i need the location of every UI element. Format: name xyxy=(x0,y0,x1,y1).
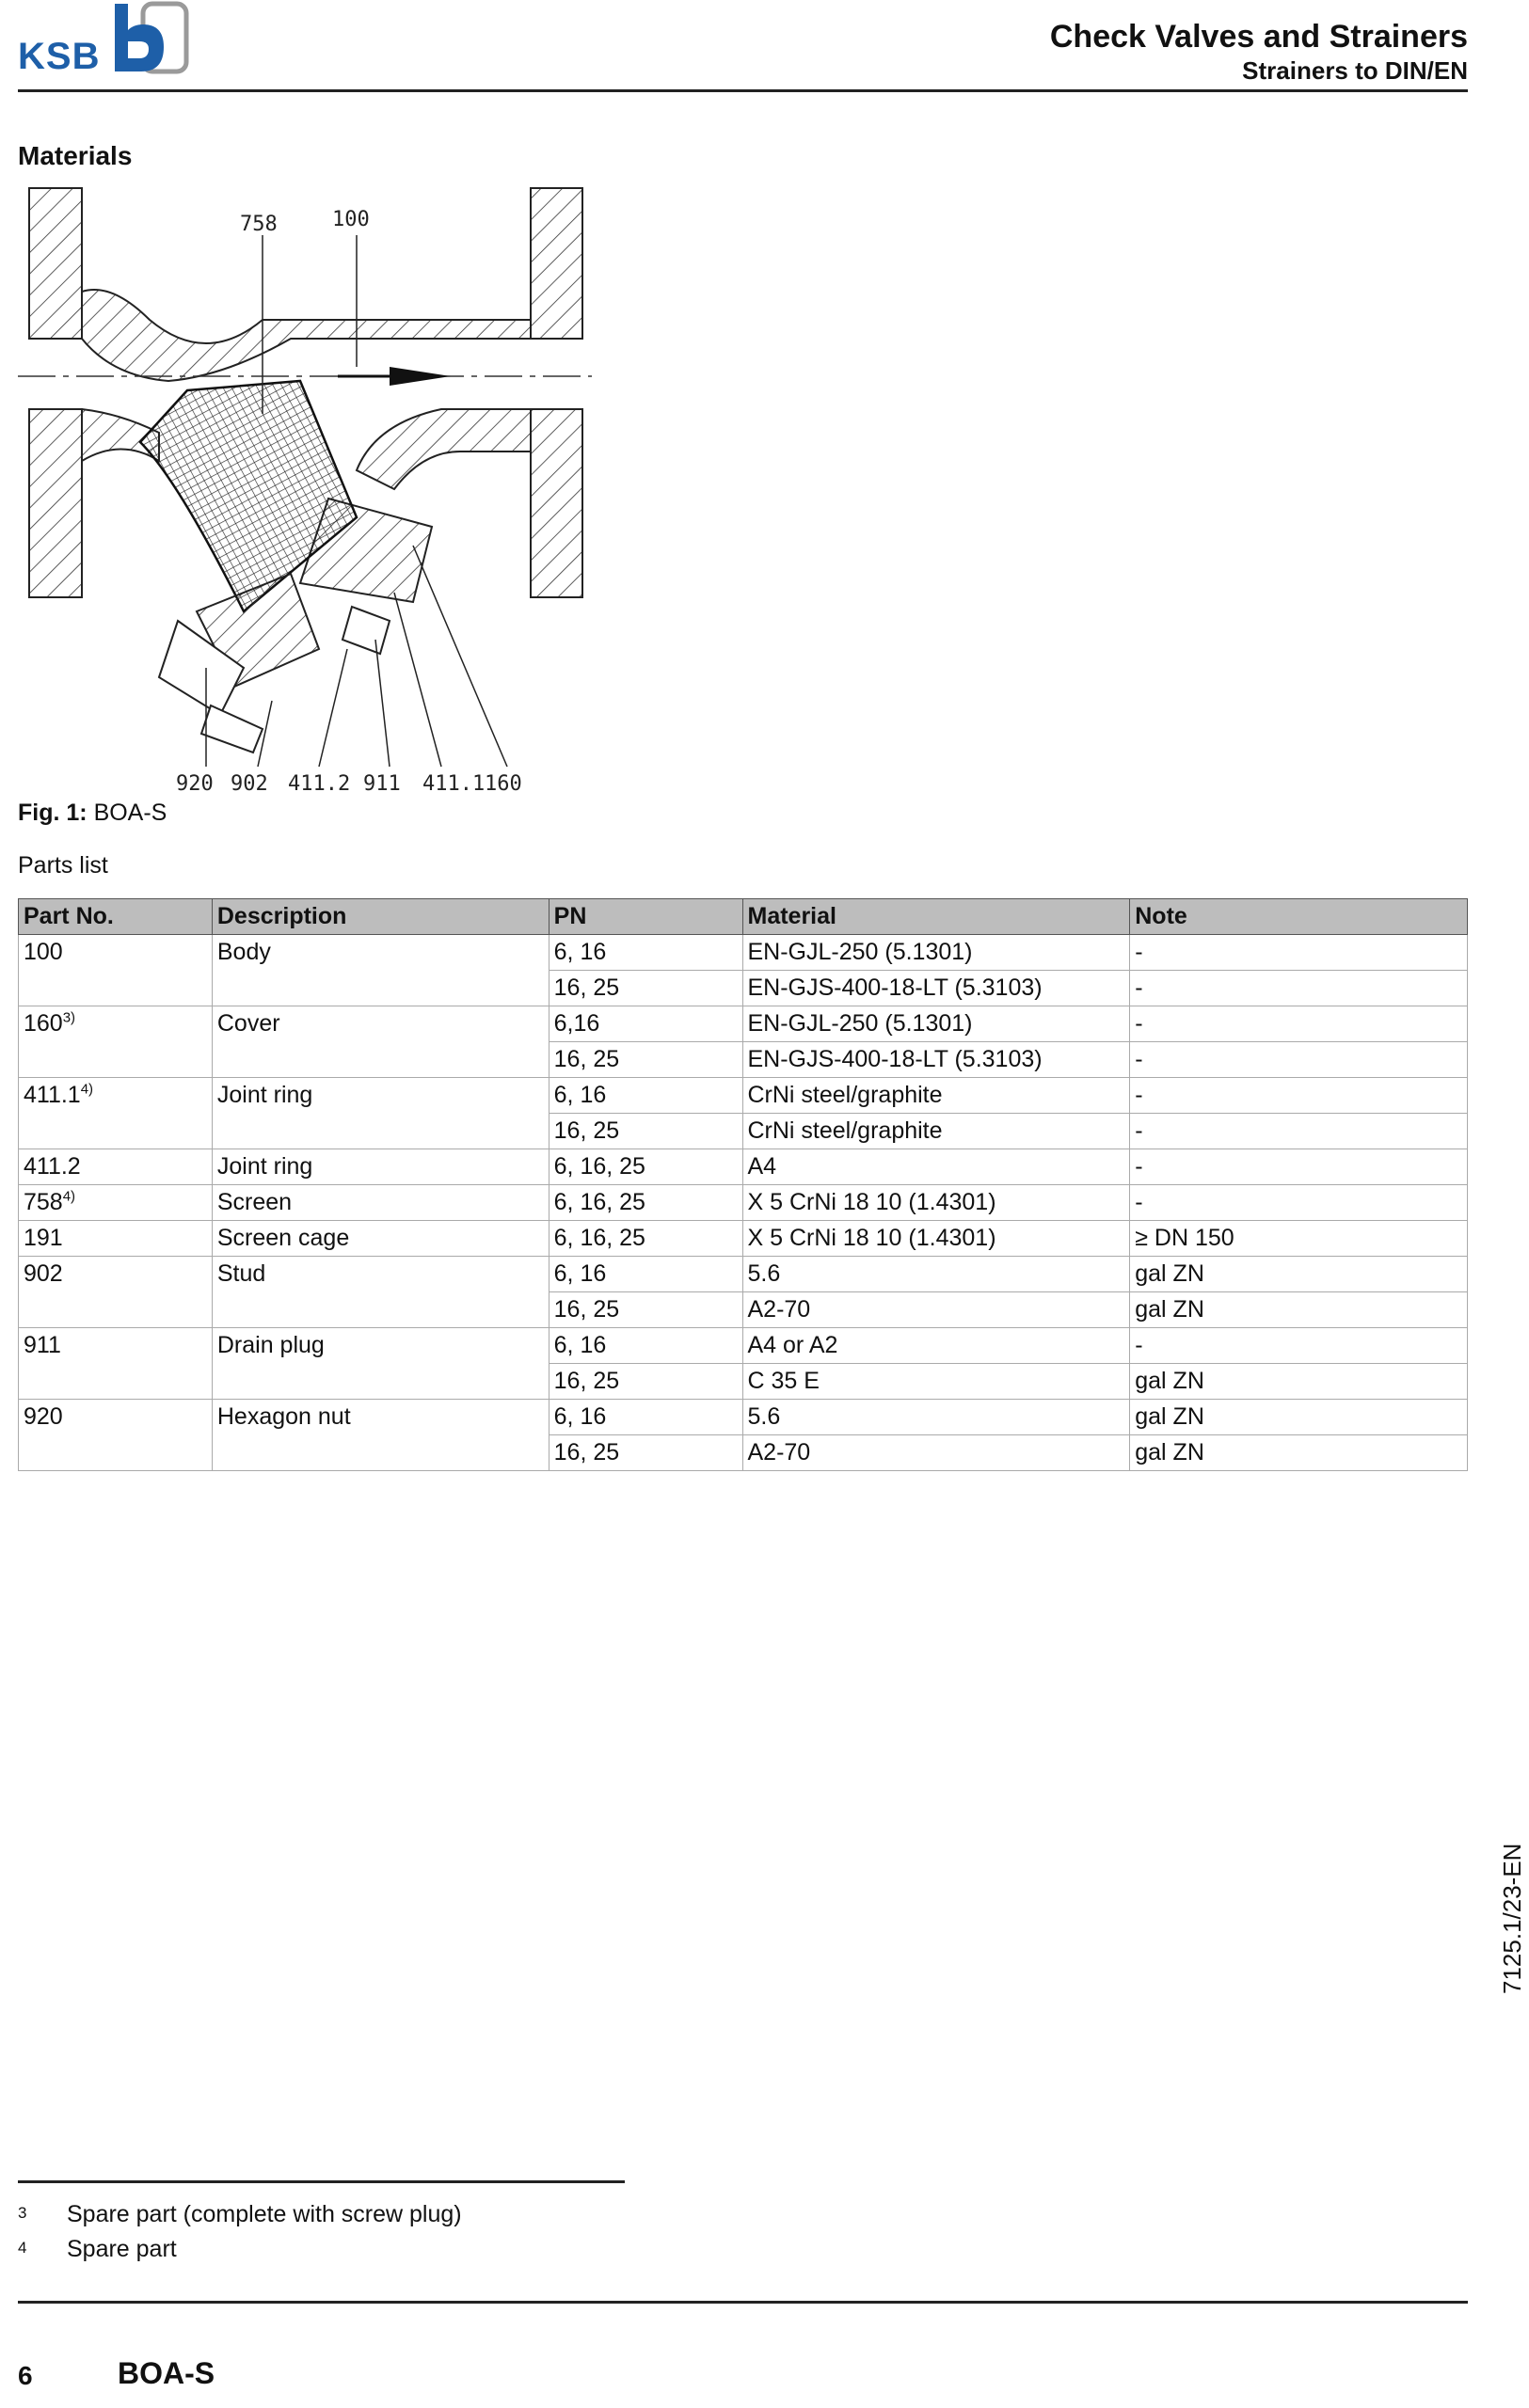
part-no-cell-text: 911 xyxy=(24,1332,61,1359)
strainer-sectional-drawing xyxy=(18,179,601,809)
material-cell xyxy=(742,1292,1130,1328)
pn-cell-text: 16, 25 xyxy=(553,1368,620,1394)
callout-758: 758 xyxy=(240,213,278,236)
footer-rule xyxy=(18,2301,1468,2304)
footnote-4 xyxy=(18,2236,177,2263)
description-cell xyxy=(212,1292,549,1328)
table-row xyxy=(19,1042,1468,1078)
part-no-cell xyxy=(19,1221,213,1257)
footnote-text: Spare part (complete with screw plug) xyxy=(67,2201,462,2227)
pn-cell xyxy=(549,1006,742,1042)
pn-cell-text: 16, 25 xyxy=(553,1046,620,1072)
description-cell-text: Joint ring xyxy=(216,1153,313,1180)
document-number: 7125.1/23-EN xyxy=(1498,1843,1526,1994)
table-row xyxy=(19,1328,1468,1364)
table-row xyxy=(19,935,1468,971)
pn-cell-text: 16, 25 xyxy=(553,1439,620,1465)
table-row xyxy=(19,1114,1468,1149)
footnote-number: 4 xyxy=(18,2239,27,2257)
description-cell xyxy=(212,1114,549,1149)
pn-cell-text: 6, 16 xyxy=(553,1082,607,1108)
table-row xyxy=(19,1435,1468,1471)
description-cell xyxy=(212,1185,549,1221)
note-cell-text: gal ZN xyxy=(1135,1368,1204,1394)
callout-100: 100 xyxy=(332,208,370,231)
part-no-cell xyxy=(19,1149,213,1185)
note-cell-text: gal ZN xyxy=(1135,1439,1204,1465)
description-cell xyxy=(212,1006,549,1042)
description-cell-text: Hexagon nut xyxy=(216,1403,351,1431)
part-no-cell-text: 160 xyxy=(24,1010,63,1038)
footnote-ref: 4) xyxy=(80,1081,94,1098)
note-cell xyxy=(1130,1114,1468,1149)
material-cell xyxy=(742,1435,1130,1471)
header-material: Material xyxy=(742,899,1130,935)
material-cell-text: EN-GJL-250 (5.1301) xyxy=(747,939,973,965)
pn-cell-text: 6, 16 xyxy=(553,1332,607,1358)
material-cell-text: 5.6 xyxy=(747,1403,781,1430)
description-cell-text: Cover xyxy=(216,1010,280,1038)
material-cell xyxy=(742,1114,1130,1149)
part-no-cell xyxy=(19,1292,213,1328)
description-cell xyxy=(212,935,549,971)
note-cell-text: - xyxy=(1135,1082,1143,1108)
description-cell-text: Screen xyxy=(216,1189,293,1215)
table-row xyxy=(19,1221,1468,1257)
pn-cell-text: 16, 25 xyxy=(553,1296,620,1323)
part-no-cell xyxy=(19,1185,213,1221)
note-cell-text: - xyxy=(1135,1332,1143,1358)
pn-cell-text: 6, 16 xyxy=(553,939,607,965)
pn-cell-text: 6,16 xyxy=(553,1010,600,1037)
material-cell-text: A2-70 xyxy=(747,1439,811,1465)
part-no-cell xyxy=(19,1114,213,1149)
part-no-cell xyxy=(19,1042,213,1078)
ksb-logo-icon xyxy=(105,0,192,77)
part-no-cell xyxy=(19,971,213,1006)
material-cell-text: EN-GJS-400-18-LT (5.3103) xyxy=(747,1046,1043,1072)
pn-cell xyxy=(549,1149,742,1185)
material-cell-text: A4 or A2 xyxy=(747,1332,838,1358)
material-cell-text: 5.6 xyxy=(747,1260,781,1287)
page-title: Check Valves and Strainers xyxy=(1049,19,1468,55)
pn-cell xyxy=(549,1400,742,1435)
note-cell xyxy=(1130,1078,1468,1114)
material-cell-text: C 35 E xyxy=(747,1368,820,1394)
pn-cell xyxy=(549,1364,742,1400)
footnote-text: Spare part xyxy=(67,2236,177,2262)
part-no-cell xyxy=(19,1078,213,1114)
table-row xyxy=(19,1006,1468,1042)
pn-cell-text: 6, 16, 25 xyxy=(553,1153,645,1180)
parts-list-label: Parts list xyxy=(18,852,108,879)
part-no-cell-text: 100 xyxy=(24,939,63,966)
note-cell-text: gal ZN xyxy=(1135,1260,1204,1287)
footnote-rule xyxy=(18,2180,625,2183)
header-note: Note xyxy=(1130,899,1468,935)
note-cell xyxy=(1130,1364,1468,1400)
callout-160: 160 xyxy=(485,772,522,796)
pn-cell-text: 6, 16 xyxy=(553,1403,607,1430)
footnote-3 xyxy=(18,2201,462,2228)
note-cell xyxy=(1130,935,1468,971)
note-cell-text: - xyxy=(1135,939,1143,965)
pn-cell xyxy=(549,1435,742,1471)
part-no-cell xyxy=(19,935,213,971)
table-row xyxy=(19,1078,1468,1114)
pn-cell xyxy=(549,971,742,1006)
pn-cell xyxy=(549,1328,742,1364)
table-row xyxy=(19,1185,1468,1221)
material-cell xyxy=(742,1149,1130,1185)
material-cell xyxy=(742,1042,1130,1078)
pn-cell xyxy=(549,1292,742,1328)
note-cell-text: gal ZN xyxy=(1135,1296,1204,1323)
note-cell-text: - xyxy=(1135,1117,1143,1144)
footnote-number: 3 xyxy=(18,2204,27,2222)
page-number: 6 xyxy=(18,2361,33,2390)
part-no-cell-text: 758 xyxy=(24,1189,63,1215)
description-cell xyxy=(212,971,549,1006)
pn-cell-text: 16, 25 xyxy=(553,974,620,1001)
description-cell xyxy=(212,1149,549,1185)
callout-411-1: 411.1 xyxy=(422,772,486,796)
material-cell-text: A4 xyxy=(747,1153,777,1180)
table-header-row xyxy=(19,899,1468,935)
material-cell-text: A2-70 xyxy=(747,1296,811,1323)
footnote-ref: 4) xyxy=(62,1188,76,1205)
description-cell xyxy=(212,1328,549,1364)
part-no-cell-text: 920 xyxy=(24,1403,63,1431)
note-cell xyxy=(1130,1006,1468,1042)
pn-cell-text: 6, 16 xyxy=(553,1260,607,1287)
pn-cell xyxy=(549,1257,742,1292)
part-no-cell xyxy=(19,1400,213,1435)
description-cell-text: Joint ring xyxy=(216,1082,313,1109)
material-cell xyxy=(742,1400,1130,1435)
description-cell xyxy=(212,1400,549,1435)
part-no-cell xyxy=(19,1006,213,1042)
callout-411-2: 411.2 xyxy=(288,772,351,796)
material-cell xyxy=(742,1006,1130,1042)
pn-cell-text: 16, 25 xyxy=(553,1117,620,1144)
note-cell-text: - xyxy=(1135,1046,1143,1072)
figure-caption xyxy=(18,800,167,827)
material-cell xyxy=(742,1078,1130,1114)
pn-cell xyxy=(549,1078,742,1114)
header-part-no: Part No. xyxy=(19,899,213,935)
material-cell-text: X 5 CrNi 18 10 (1.4301) xyxy=(747,1225,996,1251)
material-cell-text: CrNi steel/graphite xyxy=(747,1117,943,1144)
part-no-cell xyxy=(19,1257,213,1292)
material-cell xyxy=(742,1364,1130,1400)
table-row xyxy=(19,1364,1468,1400)
description-cell xyxy=(212,1364,549,1400)
product-name: BOA-S xyxy=(118,2356,215,2390)
description-cell-text: Screen cage xyxy=(216,1225,350,1251)
note-cell-text: gal ZN xyxy=(1135,1403,1204,1430)
header-pn: PN xyxy=(549,899,742,935)
material-cell-text: EN-GJL-250 (5.1301) xyxy=(747,1010,973,1037)
note-cell-text: - xyxy=(1135,1189,1143,1215)
part-no-cell-text: 411.1 xyxy=(24,1082,81,1109)
header-description: Description xyxy=(212,899,549,935)
callout-920: 920 xyxy=(176,772,214,796)
part-no-cell-text: 902 xyxy=(24,1260,63,1288)
note-cell xyxy=(1130,1221,1468,1257)
material-cell xyxy=(742,1185,1130,1221)
pn-cell xyxy=(549,1114,742,1149)
note-cell xyxy=(1130,1257,1468,1292)
note-cell xyxy=(1130,1292,1468,1328)
page-subtitle: Strainers to DIN/EN xyxy=(1242,56,1468,85)
material-cell xyxy=(742,971,1130,1006)
parts-table xyxy=(18,898,1468,1471)
description-cell xyxy=(212,1435,549,1471)
table-row xyxy=(19,971,1468,1006)
part-no-cell-text: 411.2 xyxy=(24,1153,81,1180)
description-cell xyxy=(212,1042,549,1078)
table-row xyxy=(19,1400,1468,1435)
note-cell-text: - xyxy=(1135,1153,1143,1180)
note-cell-text: - xyxy=(1135,974,1143,1001)
description-cell xyxy=(212,1257,549,1292)
caption-label: Fig. 1: xyxy=(18,800,88,826)
part-no-cell xyxy=(19,1435,213,1471)
note-cell-text: - xyxy=(1135,1010,1143,1037)
pn-cell-text: 6, 16, 25 xyxy=(553,1225,645,1251)
brand-logo-text: KSB xyxy=(18,36,101,77)
pn-cell xyxy=(549,1185,742,1221)
note-cell xyxy=(1130,1328,1468,1364)
header-rule xyxy=(18,89,1468,92)
material-cell xyxy=(742,935,1130,971)
pn-cell xyxy=(549,935,742,971)
note-cell xyxy=(1130,1400,1468,1435)
pn-cell-text: 6, 16, 25 xyxy=(553,1189,645,1215)
note-cell xyxy=(1130,1185,1468,1221)
material-cell-text: EN-GJS-400-18-LT (5.3103) xyxy=(747,974,1043,1001)
material-cell-text: CrNi steel/graphite xyxy=(747,1082,943,1108)
callout-911: 911 xyxy=(363,772,401,796)
part-no-cell-text: 191 xyxy=(24,1225,63,1251)
description-cell-text: Body xyxy=(216,939,271,966)
note-cell xyxy=(1130,1435,1468,1471)
note-cell xyxy=(1130,1149,1468,1185)
material-cell xyxy=(742,1328,1130,1364)
note-cell xyxy=(1130,971,1468,1006)
description-cell-text: Stud xyxy=(216,1260,266,1288)
note-cell xyxy=(1130,1042,1468,1078)
part-no-cell xyxy=(19,1328,213,1364)
table-row xyxy=(19,1257,1468,1292)
caption-text: BOA-S xyxy=(93,800,167,826)
description-cell-text: Drain plug xyxy=(216,1332,325,1359)
material-cell xyxy=(742,1221,1130,1257)
section-title: Materials xyxy=(18,141,133,170)
description-cell xyxy=(212,1221,549,1257)
table-row xyxy=(19,1149,1468,1185)
pn-cell xyxy=(549,1221,742,1257)
callout-902: 902 xyxy=(231,772,268,796)
part-no-cell xyxy=(19,1364,213,1400)
description-cell xyxy=(212,1078,549,1114)
table-row xyxy=(19,1292,1468,1328)
note-cell-text: ≥ DN 150 xyxy=(1135,1225,1234,1251)
material-cell-text: X 5 CrNi 18 10 (1.4301) xyxy=(747,1189,996,1215)
pn-cell xyxy=(549,1042,742,1078)
footnote-ref: 3) xyxy=(62,1009,76,1026)
material-cell xyxy=(742,1257,1130,1292)
